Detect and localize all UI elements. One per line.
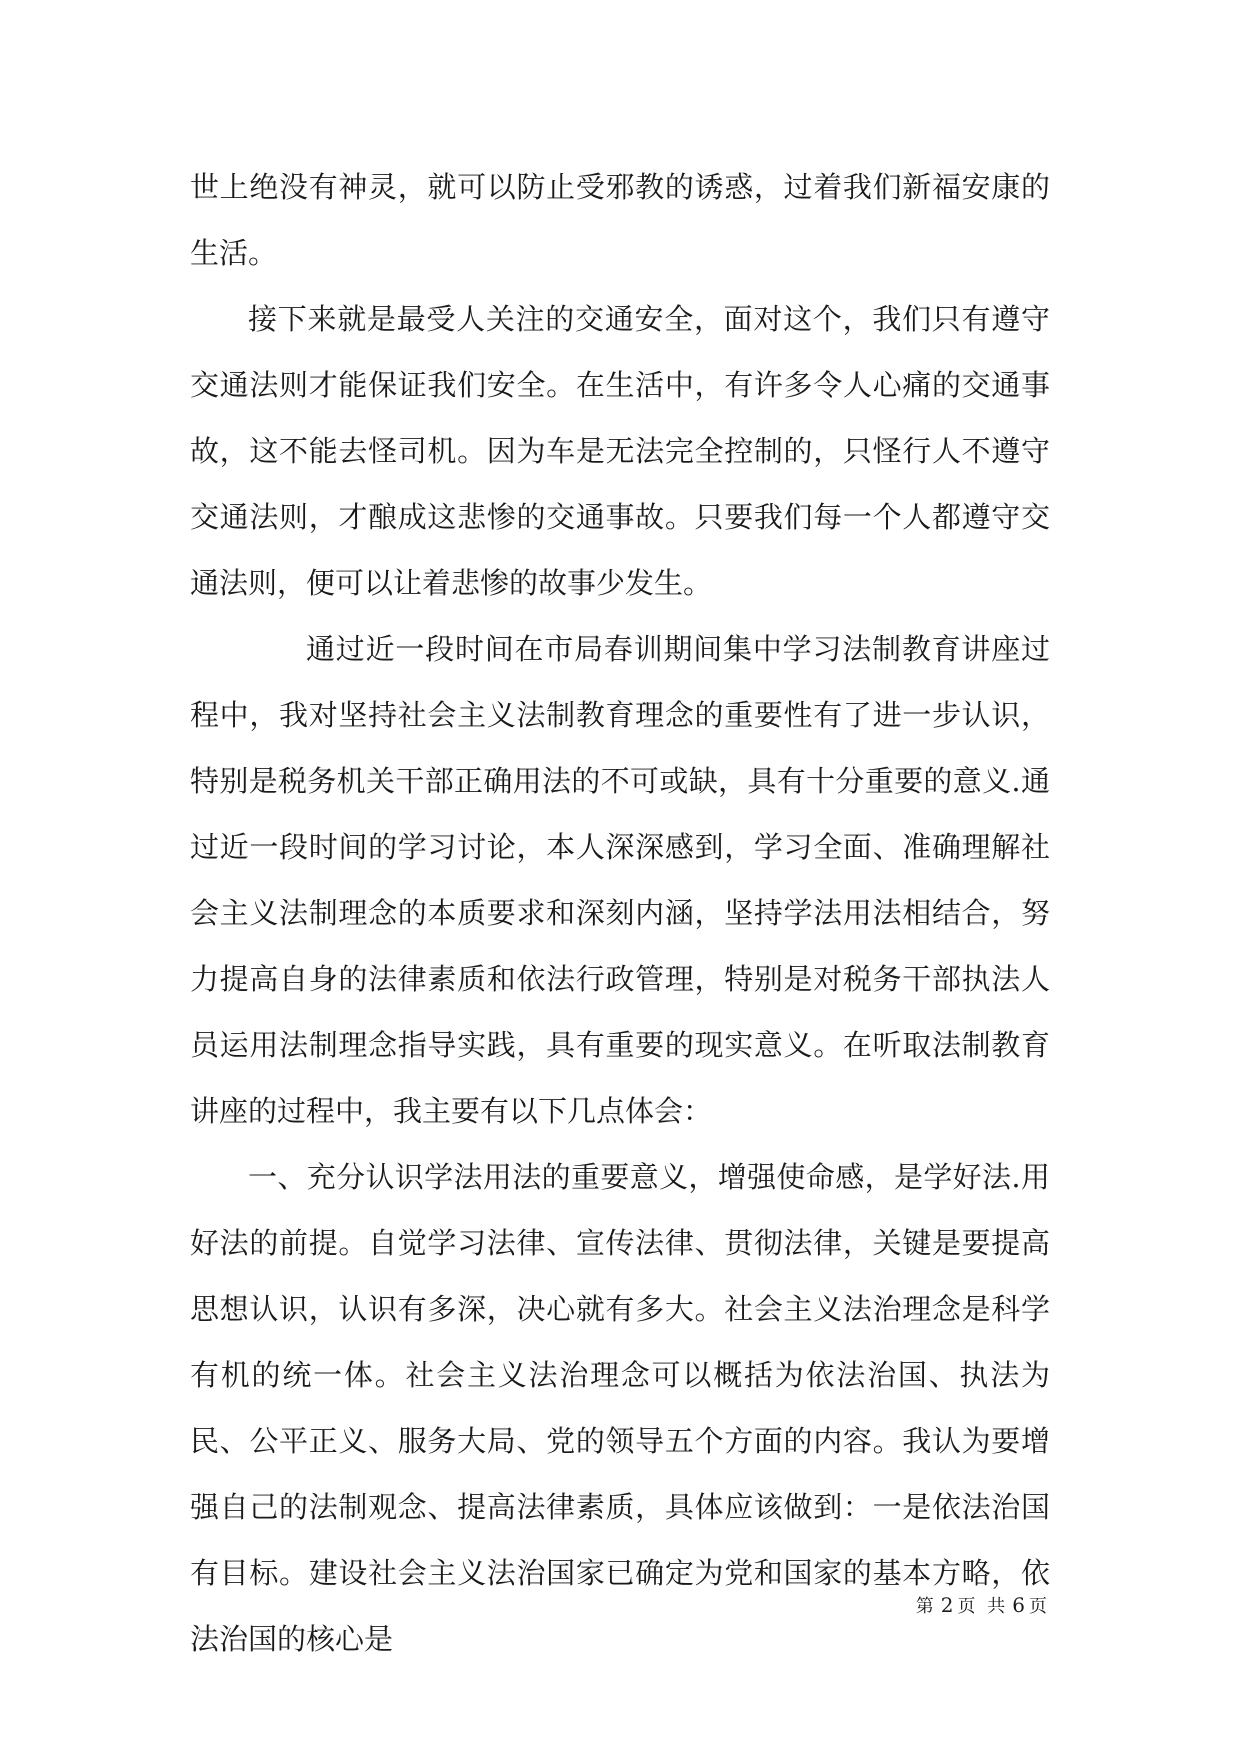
paragraph-legal-education: 通过近一段时间在市局春训期间集中学习法制教育讲座过程中，我对坚持社会主义法制教育理念的重要性有了进一步认识，特别是税务机关干部正确用法的不可或缺，具有十分重要的意义.通过近一段时间的学习讨论，本人深深感到，学习全面、准确理解社会主义法制理念的本质要求和深刻内涵，坚持学法用法相结合，努力提高自身的法律素质和依法行政管理，特别是对税务干部执法人员运用法制理念指导实践，具有重要的现实意义。在听取法制教育讲座的过程中，我主要有以下几点体会： bbox=[190, 632, 1050, 1128]
footer-middle: 页 共 bbox=[957, 1596, 1009, 1617]
footer-prefix: 第 bbox=[915, 1596, 937, 1617]
paragraph-point-one: 一、充分认识学法用法的重要意义，增强使命感，是学好法.用好法的前提。自觉学习法律、宣传法律、贯彻法律，关键是要提高思想认识，认识有多深，决心就有多大。社会主义法治理念是科学有机的统一体。社会主义法治理念可以概括为依法治国、执法为民、公平正义、服务大局、党的领导五个方面的内容。我认为要增强自己的法制观念、提高法律素质，具体应该做到：一是依法治国有目标。建设社会主义法治国家已确定为党和国家的基本方略，依法治国的核心是 bbox=[190, 1160, 1050, 1656]
footer-suffix: 页 bbox=[1029, 1596, 1050, 1617]
page-footer bbox=[0, 1592, 1050, 1618]
footer-total-pages: 6 bbox=[1012, 1593, 1025, 1617]
paragraph-continuation: 世上绝没有神灵，就可以防止受邪教的诱惑，过着我们新福安康的生活。 bbox=[190, 170, 1050, 270]
footer-page-number: 2 bbox=[940, 1593, 954, 1617]
document-body bbox=[190, 154, 1050, 1672]
paragraph-traffic-safety: 接下来就是最受人关注的交通安全，面对这个，我们只有遵守交通法则才能保证我们安全。在生活中，有许多令人心痛的交通事故，这不能去怪司机。因为车是无法完全控制的，只怪行人不遵守交通法则，才酿成这悲惨的交通事故。只要我们每一个人都遵守交通法则，便可以让着悲惨的故事少发生。 bbox=[190, 302, 1050, 600]
